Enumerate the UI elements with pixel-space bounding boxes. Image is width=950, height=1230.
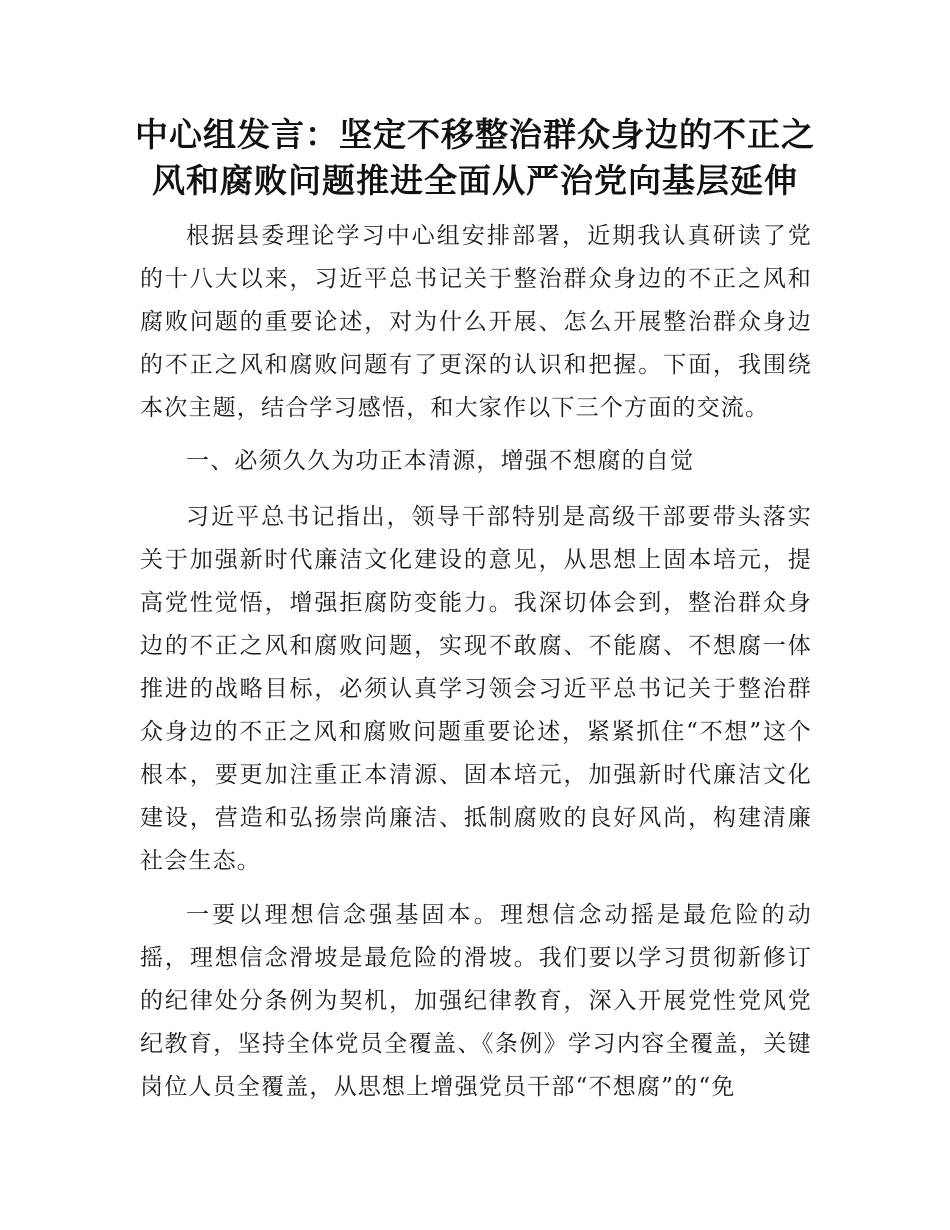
- title-line-1: 中心组发言：坚定不移整治群众身边的不正之: [135, 115, 815, 154]
- section-paragraph-wrapper: [140, 496, 812, 883]
- section-paragraph: 习近平总书记指出，领导干部特别是高级干部要带头落实关于加强新时代廉洁文化建设的意见，从思想上固本培元，提高党性觉悟，增强拒腐防变能力。我深切体会到，整治群众身边的不正之风和腐败问题，实现不敢腐、不能腐、不想腐一体推进的战略目标，必须认真学习领会习近平总书记关于整治群众身边的不正之风和腐败问题重要论述，紧紧抓住“不想”这个根本，要更加注重正本清源、固本培元，加强新时代廉洁文化建设，营造和弘扬崇尚廉洁、抵制腐败的良好风尚，构建清廉社会生态。: [140, 504, 812, 874]
- point-paragraph-wrapper: [140, 894, 812, 1109]
- section-heading: 一、必须久久为功正本清源，增强不想腐的自觉: [186, 448, 695, 474]
- document-title: [120, 112, 830, 204]
- section-heading-wrapper: [140, 440, 812, 483]
- point-paragraph: 一要以理想信念强基固本。理想信念动摇是最危险的动摇，理想信念滑坡是最危险的滑坡。我们要以学习贯彻新修订的纪律处分条例为契机，加强纪律教育，深入开展党性党风党纪教育，坚持全体党员全覆盖、《条例》学习内容全覆盖，关键岗位人员全覆盖，从思想上增强党员干部“不想腐”的“免: [140, 902, 812, 1100]
- title-line-2: 风和腐败问题推进全面从严治党向基层延伸: [152, 161, 798, 200]
- document-body: [140, 215, 812, 430]
- intro-paragraph: 根据县委理论学习中心组安排部署，近期我认真研读了党的十八大以来，习近平总书记关于整治群众身边的不正之风和腐败问题的重要论述，对为什么开展、怎么开展整治群众身边的不正之风和腐败问题有了更深的认识和把握。下面，我围绕本次主题，结合学习感悟，和大家作以下三个方面的交流。: [140, 223, 812, 421]
